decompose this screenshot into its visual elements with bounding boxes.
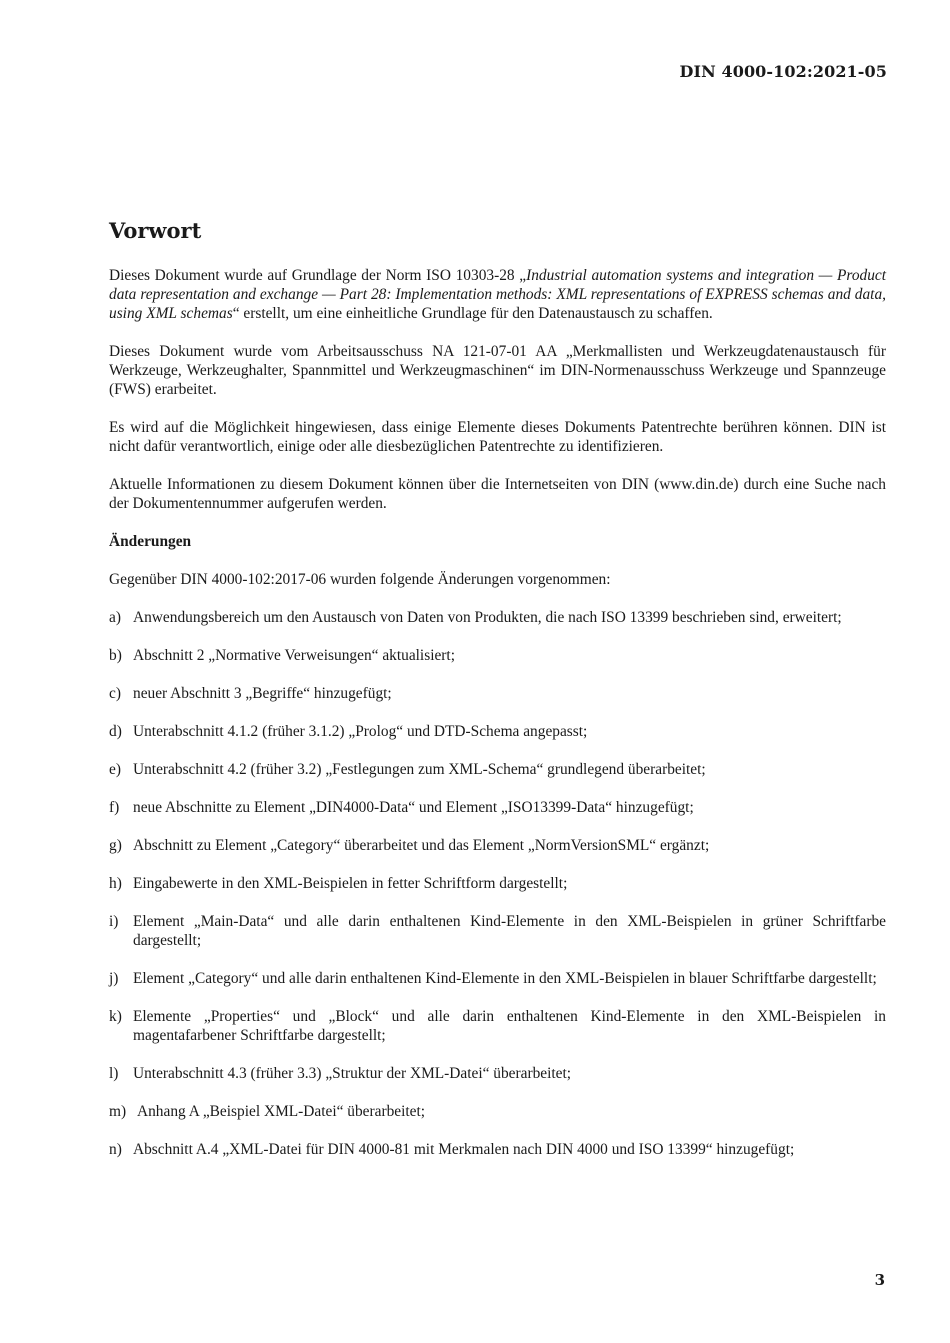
list-marker: k) [109, 1008, 122, 1025]
list-marker: l) [109, 1065, 119, 1082]
list-item [109, 760, 886, 779]
changes-intro: Gegenüber DIN 4000-102:2017-06 wurden folgende Änderungen vorgenommen: [109, 571, 611, 588]
list-item-text: Abschnitt zu Element „Category“ überarbeitet und das Element „NormVersionSML“ ergänzt; [133, 837, 710, 854]
list-item [109, 1064, 886, 1083]
list-marker: m) [109, 1103, 127, 1120]
section-title: Vorwort [109, 218, 202, 243]
list-item-text: Element „Category“ und alle darin enthaltenen Kind-Elemente in den XML-Beispielen in blauer Schriftfarbe dargestellt; [133, 970, 877, 987]
list-item [109, 969, 886, 988]
list-marker: b) [109, 647, 122, 664]
list-marker: d) [109, 723, 122, 740]
list-item-text: Unterabschnitt 4.3 (früher 3.3) „Struktur der XML-Datei“ überarbeitet; [133, 1065, 572, 1082]
list-item [109, 722, 886, 741]
list-item [109, 684, 886, 703]
list-item-text: Element „Main-Data“ und alle darin enthaltenen Kind-Elemente in den XML-Beispielen in grüner Schriftfarbe dargestellt; [133, 913, 886, 949]
list-marker: i) [109, 913, 119, 930]
paragraph-information: Aktuelle Informationen zu diesem Dokument können über die Internetseiten von DIN (www.din.de) durch eine Suche nach der Dokumentennummer aufgerufen werden. [109, 476, 886, 512]
list-item [109, 1140, 886, 1159]
list-item [109, 608, 886, 627]
list-item-text: Anwendungsbereich um den Austausch von Daten von Produkten, die nach ISO 13399 beschrieben sind, erweitert; [133, 609, 842, 626]
list-marker: h) [109, 875, 122, 892]
page-content [109, 218, 886, 1178]
list-marker: n) [109, 1141, 122, 1158]
page-number: 3 [874, 1271, 885, 1289]
paragraph-basis-end: “ erstellt, um eine einheitliche Grundlage für den Datenaustausch zu schaffen. [232, 305, 713, 322]
list-item-text: Eingabewerte in den XML-Beispielen in fetter Schriftform dargestellt; [133, 875, 568, 892]
paragraph-basis-start: Dieses Dokument wurde auf Grundlage der Norm ISO 10303-28 „ [109, 267, 527, 284]
document-id: DIN 4000-102:2021-05 [679, 62, 887, 81]
list-item [109, 836, 886, 855]
list-item [109, 874, 886, 893]
list-item-text: Unterabschnitt 4.1.2 (früher 3.1.2) „Prolog“ und DTD-Schema angepasst; [133, 723, 588, 740]
list-item-text: Abschnitt A.4 „XML-Datei für DIN 4000-81 mit Merkmalen nach DIN 4000 und ISO 13399“ hinzugefügt; [133, 1141, 795, 1158]
list-item [109, 1007, 886, 1045]
list-item [109, 646, 886, 665]
list-item-text: Unterabschnitt 4.2 (früher 3.2) „Festlegungen zum XML-Schema“ grundlegend überarbeitet; [133, 761, 706, 778]
list-item-text: Elemente „Properties“ und „Block“ und alle darin enthaltenen Kind-Elemente in den XML-Beispielen in magentafarbener Schriftfarbe dargestellt; [133, 1008, 886, 1044]
changes-heading: Änderungen [109, 533, 192, 550]
standard-title-italic: Industrial automation systems and integration — Product data representation and exchange — Part 28: Implementation methods: XML representations of EXPRESS schemas and data, using XML schemas [109, 267, 887, 322]
list-item [109, 798, 886, 817]
list-item-text: Abschnitt 2 „Normative Verweisungen“ aktualisiert; [133, 647, 455, 664]
list-item [109, 1102, 886, 1121]
list-marker: j) [109, 970, 119, 987]
list-item-text: neuer Abschnitt 3 „Begriffe“ hinzugefügt; [133, 685, 392, 702]
list-item-text: Anhang A „Beispiel XML-Datei“ überarbeitet; [137, 1103, 426, 1120]
list-item-text: neue Abschnitte zu Element „DIN4000-Data“ und Element „ISO13399-Data“ hinzugefügt; [133, 799, 694, 816]
paragraph-basis [109, 266, 886, 323]
list-item [109, 912, 886, 950]
list-marker: c) [109, 685, 121, 702]
changes-list [109, 608, 886, 1159]
paragraph-committee: Dieses Dokument wurde vom Arbeitsausschuss NA 121-07-01 AA „Merkmallisten und Werkzeugdatenaustausch für Werkzeuge, Werkzeughalter, Spannmittel und Werkzeugmaschinen“ im DIN-Normenausschuss Werkzeuge und Spannzeuge (FWS) erarbeitet. [109, 343, 886, 398]
list-marker: e) [109, 761, 121, 778]
paragraph-patents: Es wird auf die Möglichkeit hingewiesen, dass einige Elemente dieses Dokuments Patentrechte berühren können. DIN ist nicht dafür verantwortlich, einige oder alle diesbezüglichen Patentrechte zu identifizieren. [109, 419, 886, 455]
list-marker: a) [109, 609, 121, 626]
list-marker: f) [109, 799, 120, 816]
list-marker: g) [109, 837, 122, 854]
